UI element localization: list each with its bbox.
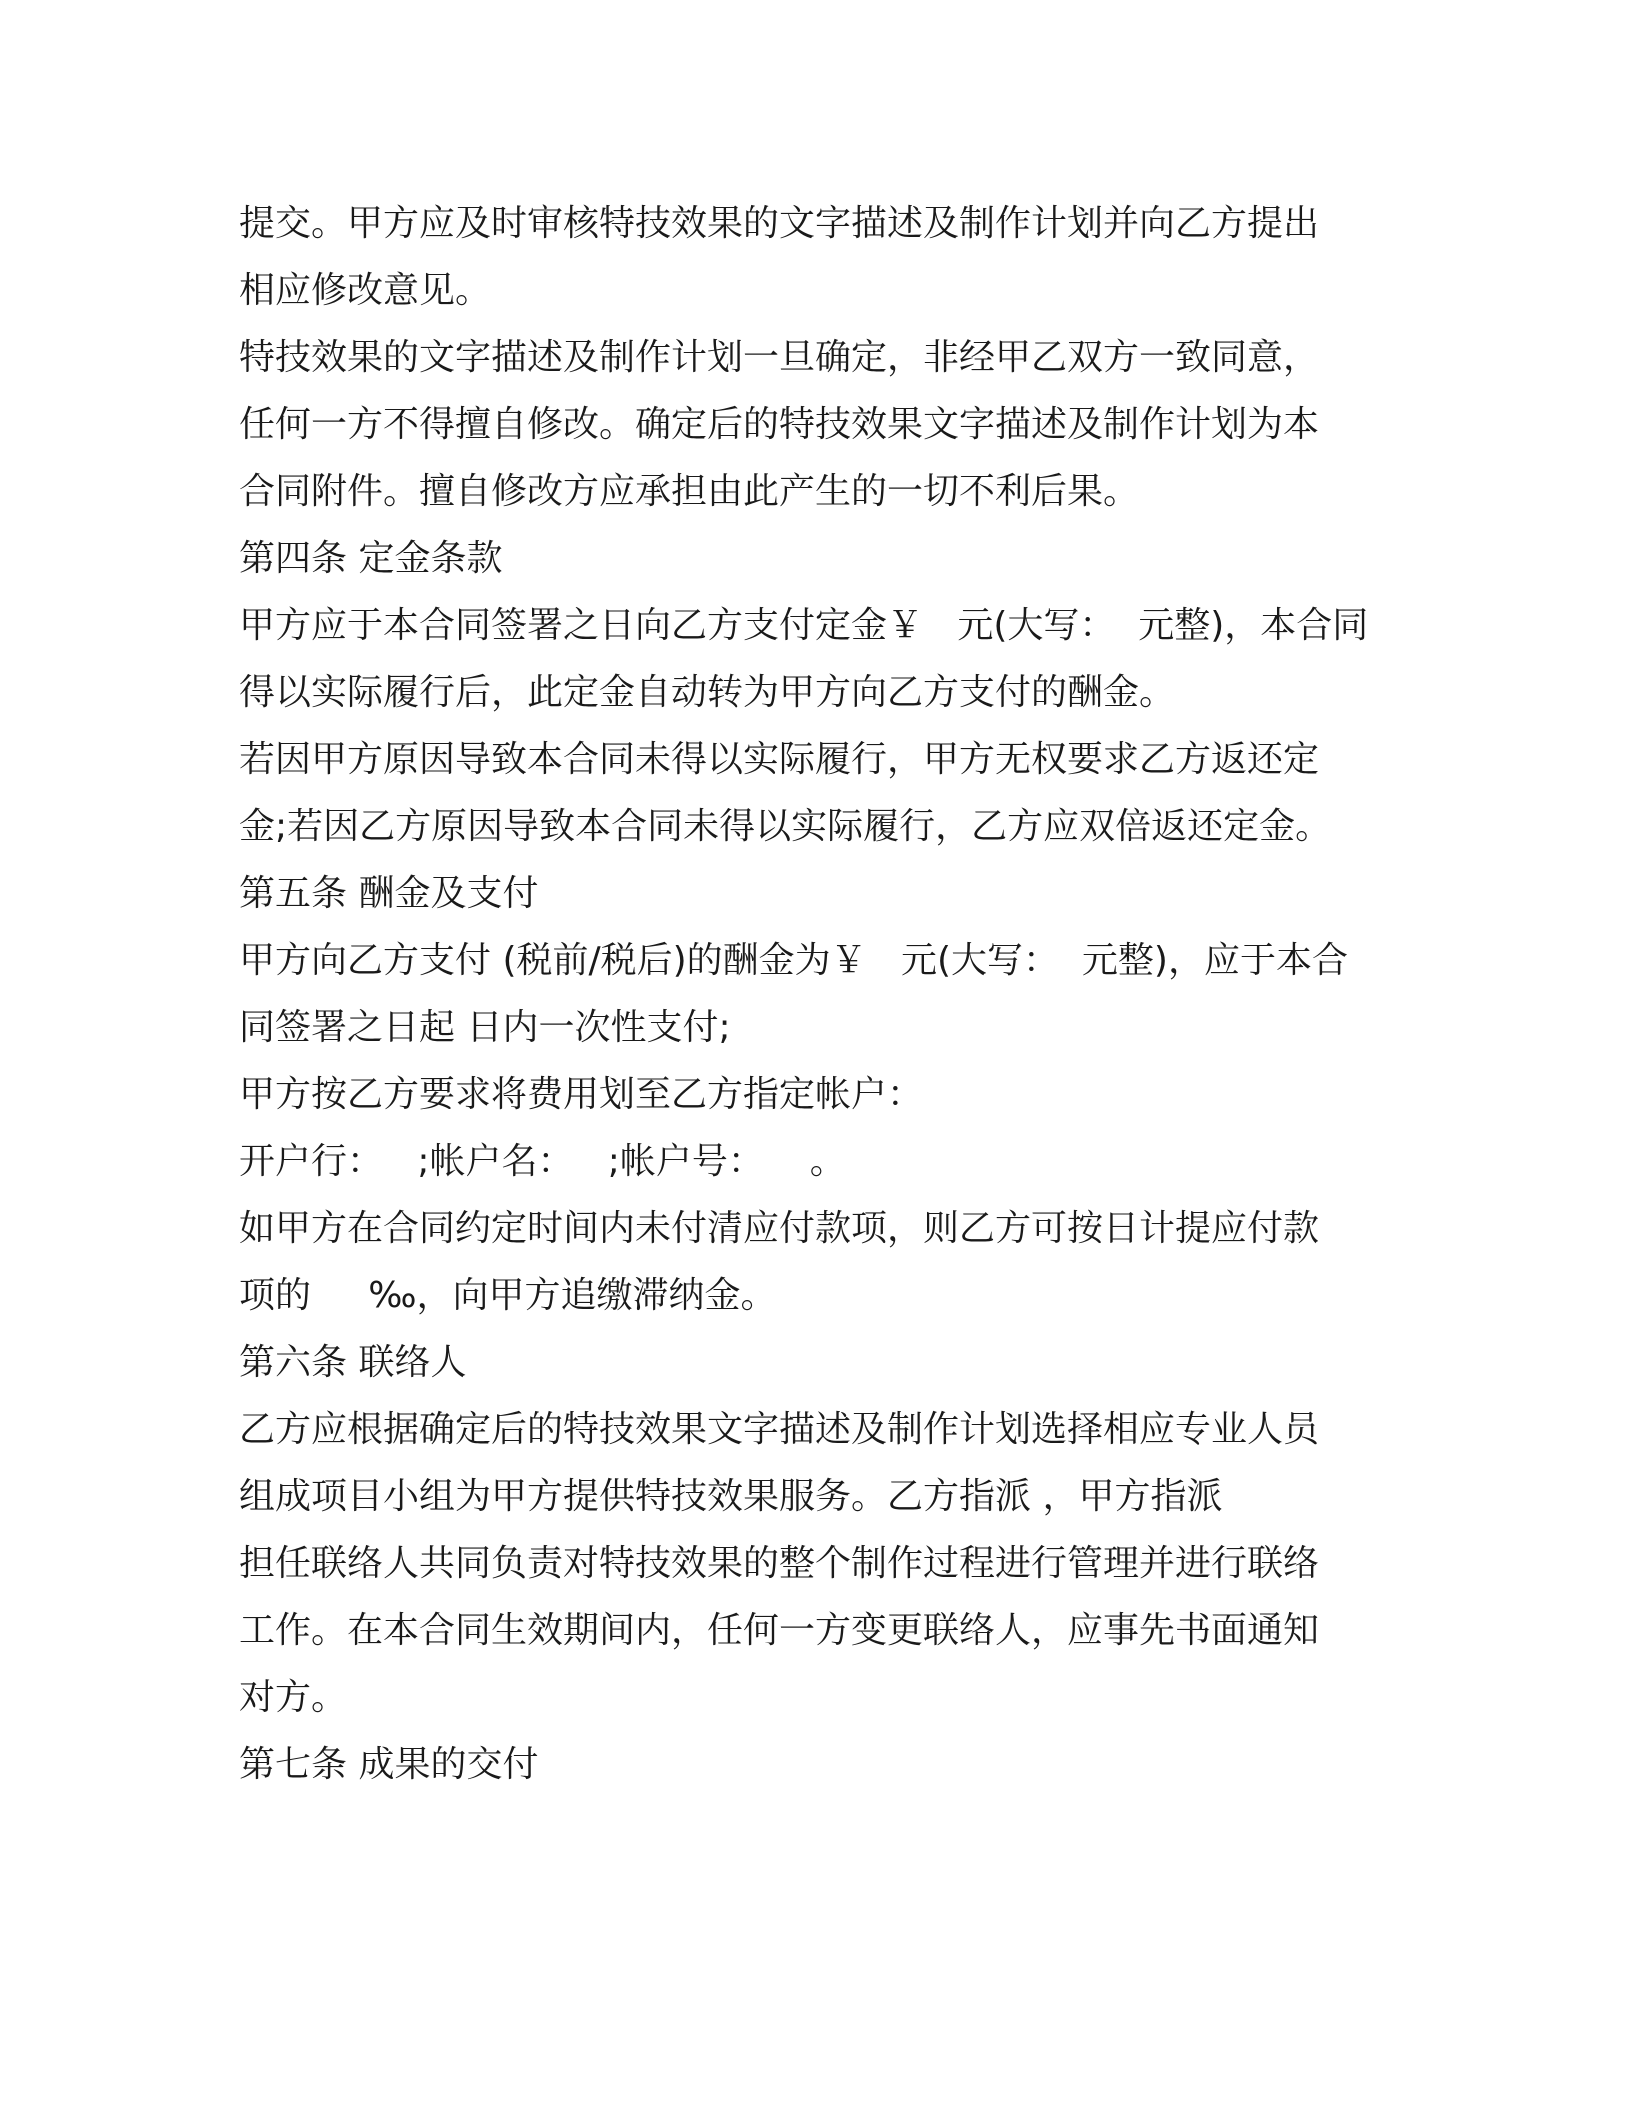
paragraph-line: 工作。在本合同生效期间内，任何一方变更联络人，应事先书面通知	[239, 1610, 1320, 1651]
paragraph-line: 相应修改意见。	[239, 270, 492, 311]
paragraph-line: 特技效果的文字描述及制作计划一旦确定，非经甲乙双方一致同意，	[239, 337, 1320, 378]
paragraph-line: 乙方应根据确定后的特技效果文字描述及制作计划选择相应专业人员	[239, 1409, 1320, 1450]
paragraph-line: 如甲方在合同约定时间内未付清应付款项，则乙方可按日计提应付款	[239, 1208, 1320, 1249]
section-heading-article-6: 第六条 联络人	[239, 1342, 467, 1383]
paragraph-line: 担任联络人共同负责对特技效果的整个制作过程进行管理并进行联络	[239, 1543, 1320, 1584]
paragraph-line: 若因甲方原因导致本合同未得以实际履行，甲方无权要求乙方返还定	[239, 739, 1320, 780]
paragraph-line: 同签署之日起 日内一次性支付;	[239, 1007, 731, 1048]
paragraph-line: 开户行： ;帐户名： ;帐户号： 。	[239, 1141, 846, 1182]
section-heading-article-7: 第七条 成果的交付	[239, 1744, 539, 1785]
paragraph-line: 组成项目小组为甲方提供特技效果服务。乙方指派 ，甲方指派	[239, 1476, 1223, 1517]
paragraph-line: 项的 ‰，向甲方追缴滞纳金。	[239, 1275, 777, 1316]
paragraph-line: 任何一方不得擅自修改。确定后的特技效果文字描述及制作计划为本	[239, 404, 1320, 445]
paragraph-line: 金;若因乙方原因导致本合同未得以实际履行，乙方应双倍返还定金。	[239, 806, 1332, 847]
paragraph-line: 合同附件。擅自修改方应承担由此产生的一切不利后果。	[239, 471, 1140, 512]
paragraph-line: 甲方应于本合同签署之日向乙方支付定金￥ 元(大写： 元整)，本合同	[239, 605, 1369, 646]
paragraph-line: 对方。	[239, 1677, 348, 1718]
section-heading-article-5: 第五条 酬金及支付	[239, 873, 539, 914]
document-body	[239, 190, 1399, 1798]
paragraph-line: 得以实际履行后，此定金自动转为甲方向乙方支付的酬金。	[239, 672, 1176, 713]
paragraph-line: 提交。甲方应及时审核特技效果的文字描述及制作计划并向乙方提出	[239, 203, 1320, 244]
section-heading-article-4: 第四条 定金条款	[239, 538, 503, 579]
paragraph-line: 甲方向乙方支付 (税前/税后)的酬金为￥ 元(大写： 元整)，应于本合	[239, 940, 1348, 981]
paragraph-line: 甲方按乙方要求将费用划至乙方指定帐户：	[239, 1074, 924, 1115]
